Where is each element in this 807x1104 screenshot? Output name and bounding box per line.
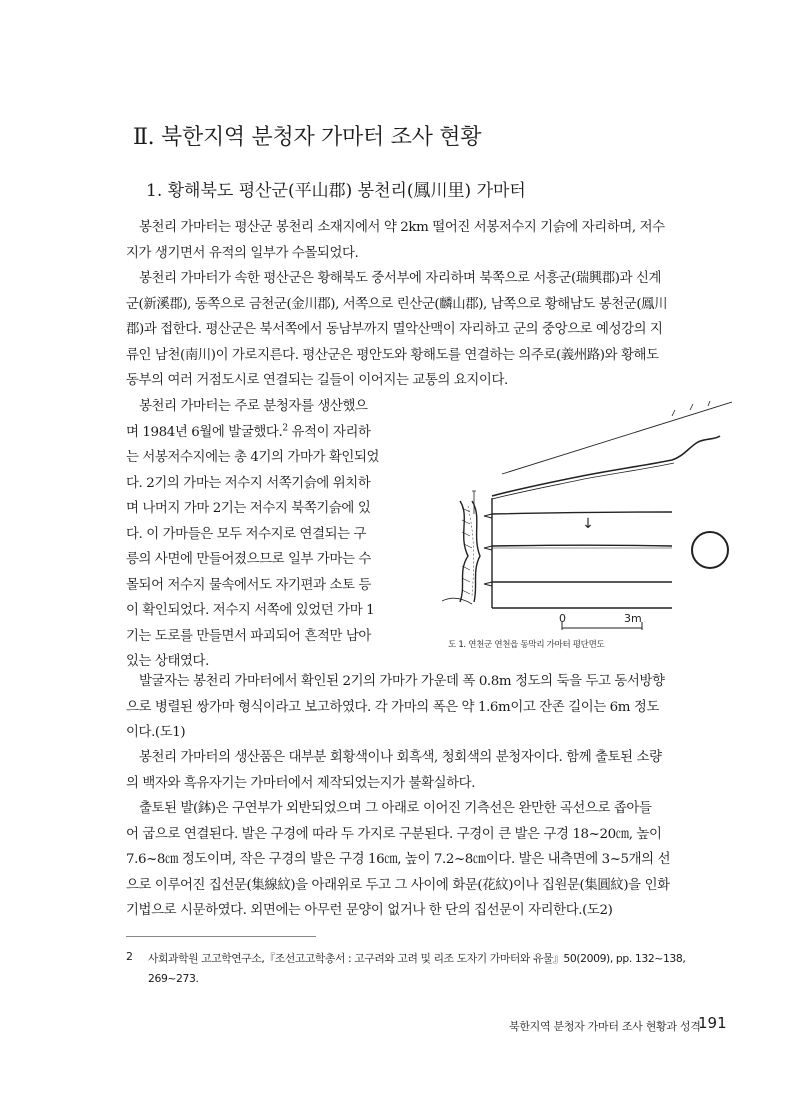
text-segment: 며 1984년 6월에 발굴했다. — [126, 424, 283, 440]
text-line: 봉천리 가마터는 평산군 봉천리 소재지에서 약 2km 떨어진 서봉저수지 기슭에 자리하며, 저수 — [139, 220, 665, 235]
text-line: 7.6~8㎝ 정도이며, 작은 구경의 발은 구경 16㎝, 높이 7.2~8㎝이다. 발은 내측면에 3~5개의 선 — [126, 852, 671, 867]
text-line: 봉천리 가마터가 속한 평산군은 황해북도 중서부에 자리하며 북쪽으로 서흥군(瑞興郡)과 신계 — [139, 271, 662, 286]
footnote-divider — [126, 936, 316, 937]
footnote-ref[interactable]: 2 — [282, 423, 288, 434]
paragraph-4 — [126, 669, 726, 746]
text-line: 있는 상태였다. — [126, 654, 209, 669]
text-line: 류인 남천(南川)이 가로지른다. 평산군은 평안도와 황해도를 연결하는 의주로(義州路)와 황해도 — [126, 347, 659, 363]
running-title: 북한지역 분청자 가마터 조사 현황과 성격 — [509, 1020, 701, 1033]
page-number: 191 — [698, 1014, 727, 1032]
text-line: 발굴자는 봉천리 가마터에서 확인된 2기의 가마가 가운데 폭 0.8m 정도의 둑을 두고 동서방향 — [139, 674, 665, 689]
section-wall-right — [472, 501, 480, 602]
text-line: 다. 이 가마들은 모두 저수지로 연결되는 구 — [126, 526, 367, 542]
section-wall-left — [460, 501, 468, 602]
text-line: 어 굽으로 연결된다. 발은 구경에 따라 두 가지로 구분된다. 구경이 큰 발은 구경 18~20㎝, 높이 — [126, 826, 662, 842]
text-line: 출토된 발(鉢)은 구연부가 외반되었으며 그 아래로 이어진 기측선은 완만한 곡선으로 좁아들 — [139, 801, 652, 816]
figure-caption: 도 1. 연천군 연천읍 동막리 가마터 평단면도 — [448, 640, 605, 650]
text-line: 으로 병렬된 쌍가마 형식이라고 보고하였다. 각 가마의 폭은 약 1.6m이고 잔존 길이는 6m 정도 — [126, 699, 660, 715]
kiln-plan-figure — [432, 396, 732, 630]
footnote-number: 2 — [126, 950, 133, 963]
text-line: 봉천리 가마터의 생산품은 대부분 회황색이나 회흑색, 청회색의 분청자이다. 함께 출토된 소량 — [139, 750, 662, 765]
text-line: 는 서봉저수지에는 총 4기의 가마가 확인되었 — [126, 450, 380, 465]
text-line: 동부의 여러 거점도시로 연결되는 길들이 이어지는 교통의 요지이다. — [126, 373, 508, 388]
text-line: 기는 도로를 만들면서 파괴되어 흔적만 남아 — [126, 628, 371, 644]
text-line: 몰되어 저수지 물속에서도 자기편과 소토 등 — [126, 577, 371, 593]
text-line: 봉천리 가마터는 주로 분청자를 생산했으 — [139, 399, 368, 414]
slope-line — [502, 402, 732, 474]
text-line: 으로 이루어진 집선문(集線紋)을 아래위로 두고 그 사이에 화문(花紋)이나 집원문(集圓紋)을 인화 — [126, 877, 670, 893]
text-line: 군(新溪郡), 동쪽으로 금천군(金川郡), 서쪽으로 린산군(麟山郡), 남쪽으로 황해남도 봉천군(鳳川 — [126, 296, 668, 312]
pit-circle — [692, 532, 728, 568]
text-line: 다. 2기의 가마는 저수지 서쪽기슭에 위치하 — [126, 475, 371, 491]
text-line: 지가 생기면서 유적의 일부가 수몰되었다. — [126, 245, 359, 261]
direction-arrow: ↓ — [582, 516, 594, 532]
text-line: 郡)과 접한다. 평산군은 북서쪽에서 동남부까지 멸악산맥이 자리하고 군의 중앙으로 예성강의 지 — [126, 322, 663, 337]
paragraph-1 — [126, 215, 726, 266]
scale-end-label: 3m — [624, 612, 642, 625]
slope-ticks — [672, 401, 710, 416]
section-title: Ⅱ. 북한지역 분청자 가마터 조사 현황 — [133, 125, 482, 150]
footnote-line: 269~273. — [148, 972, 199, 985]
text-segment: 유적이 자리하 — [287, 424, 371, 440]
text-line: 릉의 사면에 만들어졌으므로 일부 가마는 수 — [126, 552, 371, 567]
text-line: 기법으로 시문하였다. 외면에는 아무런 문양이 없거나 한 단의 집선문이 자리한다.(도2) — [126, 903, 613, 918]
kiln-wall-2 — [492, 545, 672, 546]
scale-start-label: 0 — [559, 612, 566, 625]
text-line: 이다.(도1) — [126, 725, 186, 740]
text-line: 의 백자와 흑유자기는 가마터에서 제작되었는지가 불확실하다. — [126, 775, 476, 791]
kiln-drawing — [432, 396, 732, 630]
paragraph-5 — [126, 745, 726, 796]
footnote-line: 사회과학원 고고학연구소,『조선고고학총서 : 고구려와 고려 및 리조 도자기 가마터와 유물』50(2009), pp. 132~138, — [148, 952, 686, 965]
kiln-wall-1 — [492, 512, 672, 514]
paragraph-6 — [126, 796, 726, 924]
paragraph-2 — [126, 266, 726, 394]
footnote-text — [148, 949, 728, 989]
paragraph-3 — [126, 394, 408, 675]
text-line: 며 나머지 가마 2기는 저수지 북쪽기슭에 있 — [126, 501, 371, 516]
text-line: 이 확인되었다. 저수지 서쪽에 있었던 가마 1 — [126, 603, 375, 618]
subsection-title: 1. 황해북도 평산군(平山郡) 봉천리(鳳川里) 가마터 — [146, 181, 526, 201]
text-line — [126, 420, 408, 446]
